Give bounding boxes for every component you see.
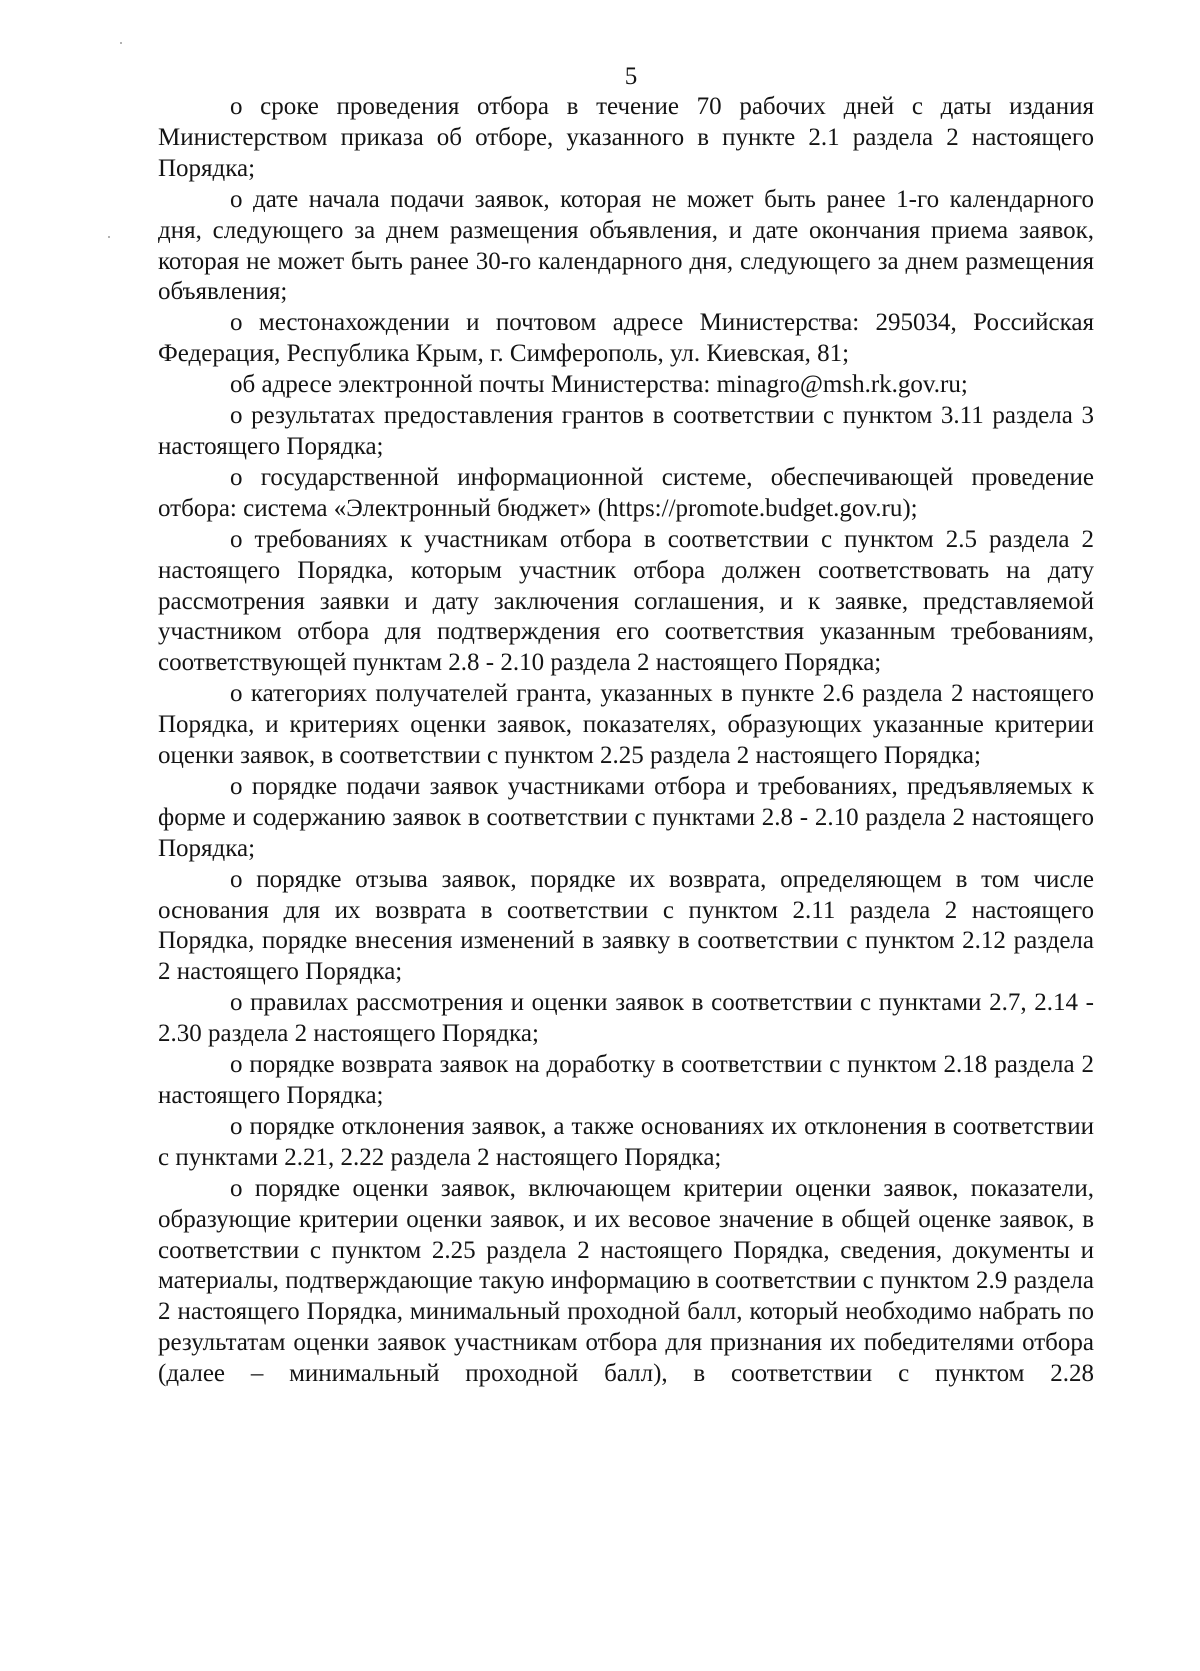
paragraph-recipient-categories: о категориях получателей гранта, указанных в пункте 2.6 раздела 2 настоящего Порядка, и критериях оценки заявок, показателях, образующих указанные критерии оценки заявок, в соответствии с пунктом 2.25 раздела 2 настоящего Порядка;	[158, 680, 1094, 770]
paragraph-application-dates: о дате начала подачи заявок, которая не может быть ранее 1-го календарного дня, следующего за днем размещения объявления, и дате окончания приема заявок, которая не может быть ранее 30-го календарного дня, следующего за днем размещения объявления;	[158, 185, 1094, 306]
paragraph-review-rules: о правилах рассмотрения и оценки заявок в соответствии с пунктами 2.7, 2.14 - 2.30 раздела 2 настоящего Порядка;	[158, 989, 1094, 1048]
paragraph-grant-results: о результатах предоставления грантов в соответствии с пунктом 3.11 раздела 3 настоящего Порядка;	[158, 402, 1094, 460]
paragraph-submission-procedure: о порядке подачи заявок участниками отбора и требованиях, предъявляемых к форме и содержанию заявок в соответствии с пунктами 2.8 - 2.10 раздела 2 настоящего Порядка;	[158, 772, 1094, 862]
document-body	[158, 92, 1094, 1390]
paragraph-ministry-email: об адресе электронной почты Министерства: minagro@msh.rk.gov.ru;	[230, 371, 968, 399]
paragraph-information-system: о государственной информационной системе, обеспечивающей проведение отбора: система «Электронный бюджет» (https://promote.budget.gov.ru);	[158, 463, 1094, 522]
page-number: 5	[624, 63, 638, 90]
scan-artifact	[120, 42, 122, 44]
paragraph-evaluation-procedure: о порядке оценки заявок, включающем критерии оценки заявок, показатели, образующие критерии оценки заявок, и их весовое значение в общей оценке заявок, в соответствии с пунктом 2.25 раздела 2 настоящего Порядка, сведения, документы и материалы, подтверждающие такую информацию в соответствии с пунктом 2.9 раздела 2 настоящего Порядка, минимальный проходной балл, который необходимо набрать по результатам оценки заявок участникам отбора для признания их победителями отбора (далее – минимальный проходной балл), в соответствии с пунктом 2.28	[158, 1174, 1094, 1388]
paragraph-withdrawal-procedure: о порядке отзыва заявок, порядке их возврата, определяющем в том числе основания для их возврата в соответствии с пунктом 2.11 раздела 2 настоящего Порядка, порядке внесения изменений в заявку в соответствии с пунктом 2.12 раздела 2 настоящего Порядка;	[158, 865, 1094, 986]
paragraph-participant-requirements: о требованиях к участникам отбора в соответствии с пунктом 2.5 раздела 2 настоящего Порядка, которым участник отбора должен соответствовать на дату рассмотрения заявки и дату заключения соглашения, и к заявке, представляемой участником отбора для подтверждения его соответствия указанным требованиям, соответствующей пунктам 2.8 - 2.10 раздела 2 настоящего Порядка;	[158, 525, 1094, 677]
paragraph-ministry-address: о местонахождении и почтовом адресе Министерства: 295034, Российская Федерация, Республика Крым, г. Симферополь, ул. Киевская, 81;	[158, 309, 1094, 368]
paragraph-selection-period: о сроке проведения отбора в течение 70 рабочих дней с даты издания Министерством приказа об отборе, указанного в пункте 2.1 раздела 2 настоящего Порядка;	[158, 93, 1094, 182]
paragraph-rejection-procedure: о порядке отклонения заявок, а также основаниях их отклонения в соответствии с пунктами 2.21, 2.22 раздела 2 настоящего Порядка;	[158, 1112, 1094, 1171]
scan-artifact	[108, 236, 110, 238]
paragraph-return-for-revision: о порядке возврата заявок на доработку в соответствии с пунктом 2.18 раздела 2 настоящего Порядка;	[158, 1051, 1094, 1109]
